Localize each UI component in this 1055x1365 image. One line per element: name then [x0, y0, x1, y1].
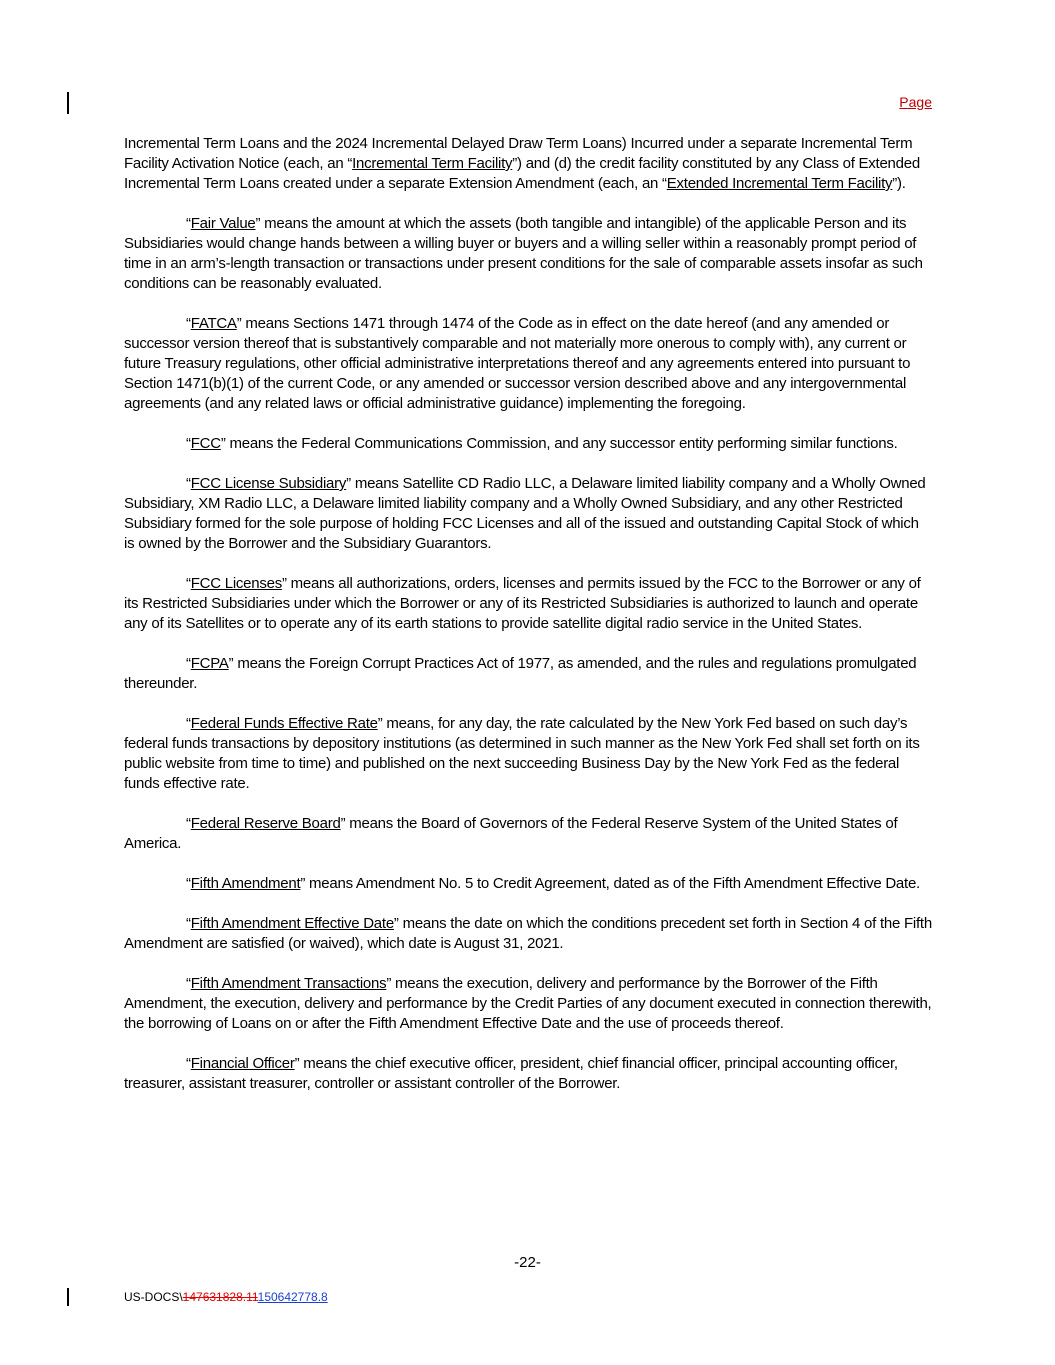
definition-text: ” means Satellite CD Radio LLC, a Delaware limited liability company and a Wholly Owned Subsidiary, XM Radio LLC, a Delaware limited liability company and a Wholly Owned Subsidiary, and any other Restricted Subsidiary formed for the sole purpose of holding FCC Licenses and all of the issued and outstanding Capital Stock of which is owned by the Borrower and the Subsidiary Guarantors. [124, 475, 926, 552]
definition-text: ” means the execution, delivery and performance by the Borrower of the Fifth Amendment, the execution, delivery and performance by the Credit Parties of any document executed in connection therewith, the borrowing of Loans on or after the Fifth Amendment Effective Date and the use of proceeds thereof. [124, 975, 932, 1032]
open-quote: “ [186, 975, 191, 992]
doc-id-deleted: 147631828.11 [182, 1290, 258, 1304]
intro-text-b: ”) and (d) the credit facility constituted by any Class of Extended Incremental Term Loans created under a separate Extension Amendment (each, an “ [124, 155, 920, 192]
defined-term: FATCA [190, 315, 237, 332]
definition-text: ” means the Federal Communications Commission, and any successor entity performing similar functions. [220, 435, 898, 452]
definition-paragraph [124, 874, 932, 894]
definition-paragraph [124, 314, 932, 414]
defined-term: Federal Funds Effective Rate [190, 715, 378, 732]
defined-term: Financial Officer [190, 1055, 295, 1072]
open-quote: “ [186, 1055, 191, 1072]
definition-paragraph [124, 974, 932, 1034]
open-quote: “ [186, 215, 191, 232]
intro-paragraph [124, 134, 932, 194]
open-quote: “ [186, 875, 191, 892]
defined-term: FCC License Subsidiary [190, 475, 347, 492]
definition-text: ” means the chief executive officer, president, chief financial officer, principal accounting officer, treasurer, assistant treasurer, controller or assistant controller of the Borrower. [124, 1055, 898, 1092]
open-quote: “ [186, 435, 191, 452]
definition-text: ” means the amount at which the assets (both tangible and intangible) of the applicable Person and its Subsidiaries would change hands between a willing buyer or buyers and a willing seller within a reasonably prompt period of time in an arm’s-length transaction or transactions under present conditions for the sale of comparable assets insofar as such conditions can be reasonably evaluated. [124, 215, 923, 292]
change-bar-bottom [67, 1288, 69, 1306]
defined-term: Incremental Term Facility [352, 155, 513, 172]
open-quote: “ [186, 655, 191, 672]
defined-term: Fifth Amendment Effective Date [190, 915, 394, 932]
defined-term: FCPA [190, 655, 229, 672]
page-number: -22- [514, 1254, 541, 1271]
definition-text: ” means the date on which the conditions precedent set forth in Section 4 of the Fifth Amendment are satisfied (or waived), which date is August 31, 2021. [124, 915, 932, 952]
open-quote: “ [186, 715, 191, 732]
intro-text-c: ”). [892, 175, 906, 192]
definition-text: ” means Sections 1471 through 1474 of the Code as in effect on the date hereof (and any amended or successor version thereof that is substantively comparable and not materially more onerous to comply with), any current or future Treasury regulations, other official administrative interpretations thereof and any agreements entered into pursuant to Section 1471(b)(1) of the current Code, or any amended or successor version described above and any intergovernmental agreements (and any related laws or official administrative guidance) implementing the foregoing. [124, 315, 911, 412]
open-quote: “ [186, 315, 191, 332]
change-bar-top [67, 92, 69, 114]
defined-term: Fifth Amendment Transactions [190, 975, 387, 992]
definition-text: ” means the Board of Governors of the Federal Reserve System of the United States of America. [124, 815, 898, 852]
document-id [124, 1290, 328, 1304]
definition-paragraph [124, 214, 932, 294]
definition-paragraph [124, 574, 932, 634]
definition-paragraph [124, 1054, 932, 1094]
intro-text-a: Incremental Term Loans and the 2024 Incremental Delayed Draw Term Loans) Incurred under a separate Incremental Term Facility Activation Notice (each, an “ [124, 135, 913, 172]
open-quote: “ [186, 915, 191, 932]
definition-paragraph [124, 474, 932, 554]
doc-id-prefix: US-DOCS\ [124, 1290, 183, 1304]
definition-text: ” means all authorizations, orders, licenses and permits issued by the FCC to the Borrower or any of its Restricted Subsidiaries under which the Borrower or any of its Restricted Subsidiaries is authorized to launch and operate any of its Satellites or to operate any of its earth stations to provide satellite digital radio service in the United States. [124, 575, 921, 632]
defined-term: Extended Incremental Term Facility [666, 175, 893, 192]
definition-paragraph [124, 434, 932, 454]
open-quote: “ [186, 575, 191, 592]
defined-term: FCC Licenses [190, 575, 282, 592]
page-corner-label: Page [899, 94, 932, 110]
open-quote: “ [186, 815, 191, 832]
definition-text: ” means the Foreign Corrupt Practices Act of 1977, as amended, and the rules and regulations promulgated thereunder. [124, 655, 917, 692]
document-body [124, 134, 932, 1114]
open-quote: “ [186, 475, 191, 492]
definition-paragraph [124, 654, 932, 694]
definition-text: ” means, for any day, the rate calculated by the New York Fed based on such day’s federal funds transactions by depository institutions (as determined in such manner as the New York Fed shall set forth on its public website from time to time) and published on the next succeeding Business Day by the New York Fed as the federal funds effective rate. [124, 715, 920, 792]
definition-paragraph [124, 714, 932, 794]
definition-text: ” means Amendment No. 5 to Credit Agreement, dated as of the Fifth Amendment Effective Date. [300, 875, 920, 892]
definition-paragraph [124, 814, 932, 854]
defined-term: Fifth Amendment [190, 875, 301, 892]
defined-term: FCC [190, 435, 221, 452]
defined-term: Fair Value [190, 215, 256, 232]
definition-paragraph [124, 914, 932, 954]
defined-term: Federal Reserve Board [190, 815, 341, 832]
doc-id-inserted: 150642778.8 [257, 1290, 328, 1304]
